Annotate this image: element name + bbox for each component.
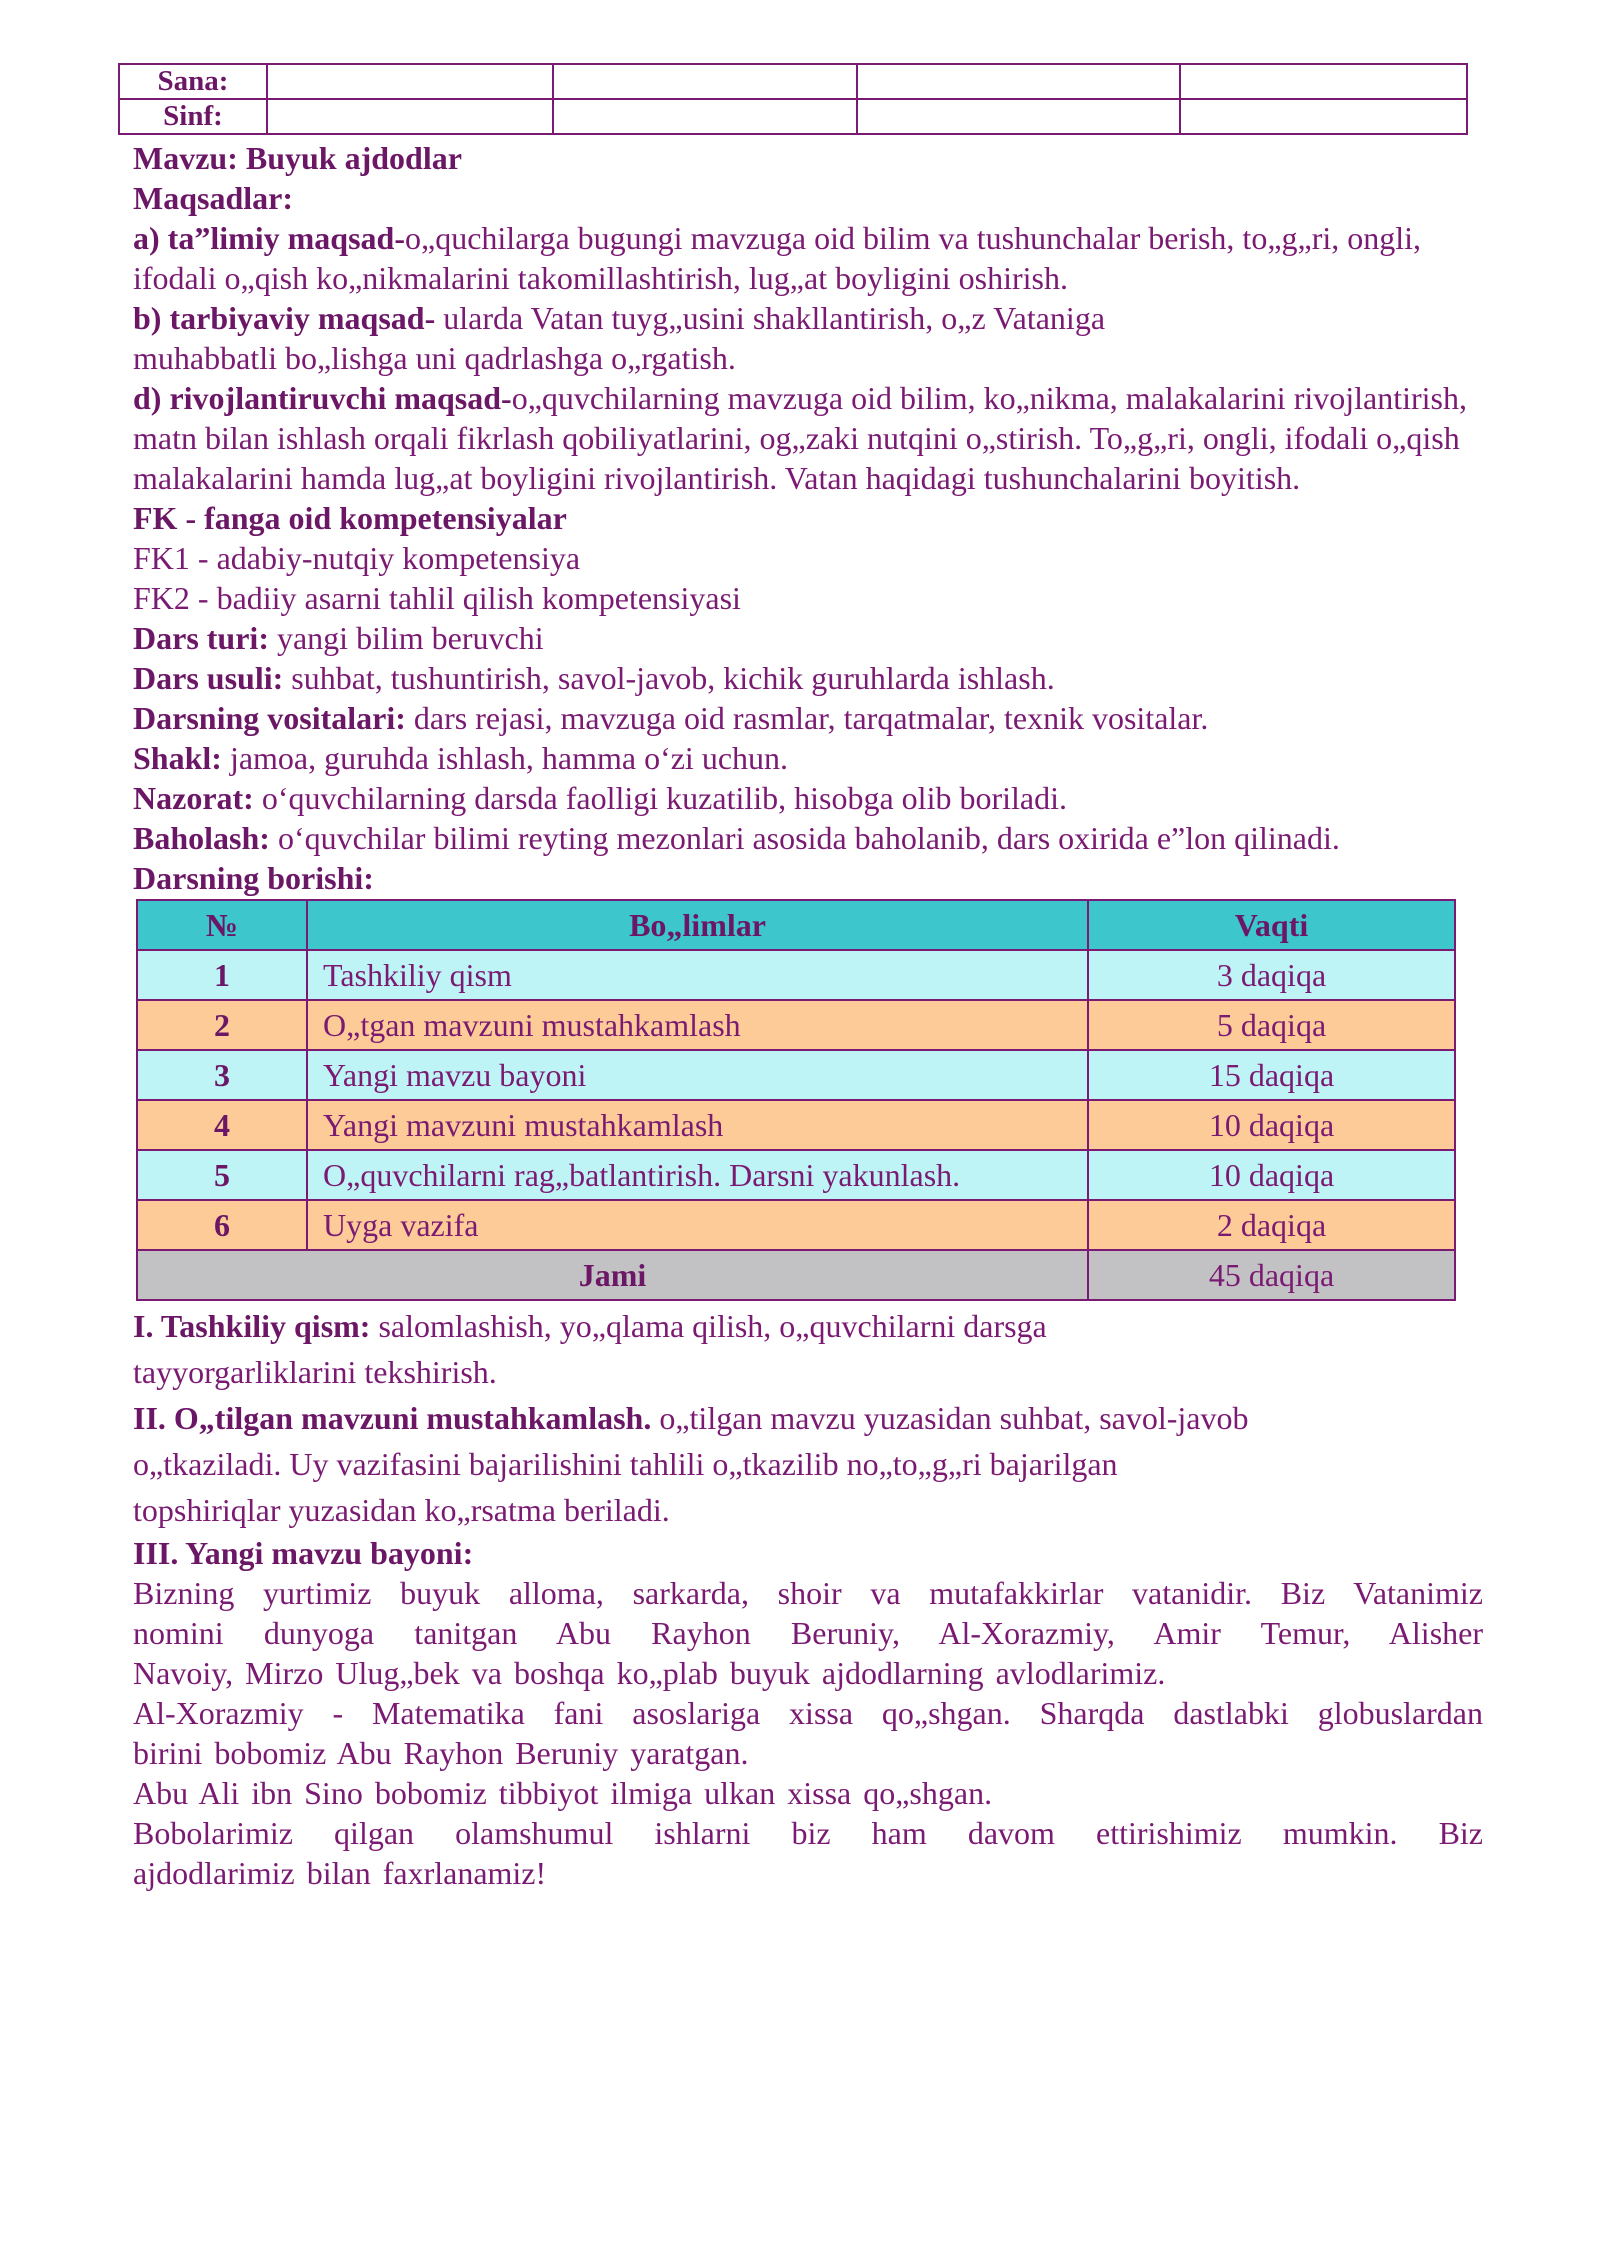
row-time: 2 daqiqa	[1088, 1200, 1455, 1250]
lesson-control	[133, 778, 1483, 818]
body-line: Navoiy, Mirzo Ulug„bek va boshqa ko„plab buyuk ajdodlarning avlodlarimiz.	[133, 1655, 1166, 1691]
lesson-tools-label: Darsning vositalari:	[133, 700, 406, 736]
lesson-method-label: Dars usuli:	[133, 660, 284, 696]
row-number: 6	[137, 1200, 307, 1250]
total-label: Jami	[137, 1250, 1088, 1300]
goal-a-text: o„quchilarga bugungi mavzuga oid bilim va tushunchalar berish, to„g„ri, ongli, ifodali o„qish ko„nikmalarini takomillashtirish, lug„at boyligini oshirish.	[133, 220, 1422, 296]
table-row	[137, 1150, 1455, 1200]
section3-heading: III. Yangi mavzu bayoni:	[133, 1535, 474, 1571]
assessment-text: o‘quvchilar bilimi reyting mezonlari asosida baholanib, dars oxirida eˮlon qilinadi.	[269, 820, 1340, 856]
row-time: 10 daqiqa	[1088, 1100, 1455, 1150]
date-cell	[857, 64, 1180, 99]
table-row	[137, 1000, 1455, 1050]
header-time: Vaqti	[1088, 900, 1455, 950]
goal-d	[133, 378, 1483, 498]
lesson-type	[133, 618, 1483, 658]
section1-line2: tayyorgarliklarini tekshirish.	[133, 1354, 497, 1390]
fk-heading: FK - fanga oid kompetensiyalar	[133, 500, 567, 536]
control-label: Nazorat:	[133, 780, 254, 816]
topic-line	[133, 138, 1483, 178]
goal-b-line1: ularda Vatan tuyg„usini shakllantirish, o„z Vataniga	[435, 300, 1106, 336]
lesson-tools-text: dars rejasi, mavzuga oid rasmlar, tarqatmalar, texnik vositalar.	[405, 700, 1209, 736]
section2-line1: o„tilgan mavzu yuzasidan suhbat, savol-javob	[651, 1400, 1249, 1436]
class-cell	[267, 99, 553, 134]
form-label: Shakl:	[133, 740, 222, 776]
lesson-form	[133, 738, 1483, 778]
body-line: nomini dunyoga tanitgan Abu Rayhon Beruniy, Al-Xorazmiy, Amir Temur, Alisher	[133, 1615, 1483, 1651]
row-time: 10 daqiqa	[1088, 1150, 1455, 1200]
section-organizational	[133, 1303, 1483, 1395]
class-row	[119, 99, 1467, 134]
body-line: Bobolarimiz qilgan olamshumul ishlarni biz ham davom ettirishimiz mumkin. Biz	[133, 1815, 1483, 1851]
body-line: birini bobomiz Abu Rayhon Beruniy yaratgan.	[133, 1735, 749, 1771]
class-cell	[1180, 99, 1467, 134]
row-time: 3 daqiqa	[1088, 950, 1455, 1000]
row-section: Yangi mavzu bayoni	[307, 1050, 1088, 1100]
lesson-type-label: Dars turi:	[133, 620, 269, 656]
goal-b-line2: muhabbatli bo„lishga uni qadrlashga o„rgatish.	[133, 340, 736, 376]
table-row	[137, 1200, 1455, 1250]
date-cell	[1180, 64, 1467, 99]
body-line: Bizning yurtimiz buyuk alloma, sarkarda, shoir va mutafakkirlar vatanidir. Biz Vatanimiz	[133, 1575, 1483, 1611]
class-label: Sinf:	[119, 99, 267, 134]
goal-b	[133, 298, 1483, 378]
body-line: Abu Ali ibn Sino bobomiz tibbiyot ilmiga ulkan xissa qo„shgan.	[133, 1775, 993, 1811]
header-sections: Bo„limlar	[307, 900, 1088, 950]
section2-label: II. O„tilgan mavzuni mustahkamlash.	[133, 1400, 652, 1436]
row-number: 1	[137, 950, 307, 1000]
date-cell	[553, 64, 857, 99]
section1-label: I. Tashkiliy qism:	[133, 1308, 371, 1344]
total-time: 45 daqiqa	[1088, 1250, 1455, 1300]
section-review	[133, 1395, 1483, 1533]
assessment-label: Baholash:	[133, 820, 270, 856]
lesson-plan-text	[133, 138, 1483, 1893]
control-text: o‘quvchilarning darsda faolligi kuzatilib, hisobga olib boriladi.	[253, 780, 1067, 816]
plan-header-row	[137, 900, 1455, 950]
row-section: Tashkiliy qism	[307, 950, 1088, 1000]
date-class-table	[118, 63, 1468, 135]
date-row	[119, 64, 1467, 99]
class-cell	[553, 99, 857, 134]
progress-heading: Darsning borishi:	[133, 860, 374, 896]
fk2: FK2 - badiiy asarni tahlil qilish kompetensiyasi	[133, 580, 741, 616]
row-number: 5	[137, 1150, 307, 1200]
row-section: O„quvchilarni rag„batlantirish. Darsni yakunlash.	[307, 1150, 1088, 1200]
topic-text: Buyuk ajdodlar	[245, 140, 462, 176]
row-time: 5 daqiqa	[1088, 1000, 1455, 1050]
row-number: 3	[137, 1050, 307, 1100]
table-row	[137, 950, 1455, 1000]
body-line: Al-Xorazmiy - Matematika fani asoslariga xissa qo„shgan. Sharqda dastlabki globuslardan	[133, 1695, 1483, 1731]
table-row	[137, 1100, 1455, 1150]
table-row	[137, 1050, 1455, 1100]
form-text: jamoa, guruhda ishlash, hamma o‘zi uchun.	[221, 740, 789, 776]
header-number: №	[137, 900, 307, 950]
date-label: Sana:	[119, 64, 267, 99]
goals-heading: Maqsadlar:	[133, 180, 293, 216]
row-section: Yangi mavzuni mustahkamlash	[307, 1100, 1088, 1150]
body-line: ajdodlarimiz bilan faxrlanamiz!	[133, 1855, 547, 1891]
lesson-method	[133, 658, 1483, 698]
row-section: Uyga vazifa	[307, 1200, 1088, 1250]
lesson-method-text: suhbat, tushuntirish, savol-javob, kichik guruhlarda ishlash.	[283, 660, 1055, 696]
topic-label: Mavzu:	[133, 140, 238, 176]
goal-b-label: b) tarbiyaviy maqsad-	[133, 300, 436, 336]
date-cell	[267, 64, 553, 99]
row-time: 15 daqiqa	[1088, 1050, 1455, 1100]
lesson-assessment	[133, 818, 1483, 858]
section2-line3: topshiriqlar yuzasidan ko„rsatma beriladi.	[133, 1492, 670, 1528]
fk1: FK1 - adabiy-nutqiy kompetensiya	[133, 540, 581, 576]
lesson-plan-table	[136, 899, 1456, 1301]
row-section: O„tgan mavzuni mustahkamlash	[307, 1000, 1088, 1050]
class-cell	[857, 99, 1180, 134]
goal-a	[133, 218, 1483, 298]
goal-d-text: o„quvchilarning mavzuga oid bilim, ko„nikma, malakalarini rivojlantirish, matn bilan ishlash orqali fikrlash qobiliyatlarini, og„zaki nutqini o„stirish. To„g„ri, ongli, ifodali o„qish malakalarini hamda lug„at boyligini rivojlantirish. Vatan haqidagi tushunchalarini boyitish.	[133, 380, 1467, 496]
total-row	[137, 1250, 1455, 1300]
goal-d-label: d) rivojlantiruvchi maqsad-	[133, 380, 512, 416]
row-number: 4	[137, 1100, 307, 1150]
lesson-type-text: yangi bilim beruvchi	[268, 620, 544, 656]
section2-line2: o„tkaziladi. Uy vazifasini bajarilishini tahlili o„tkazilib no„to„g„ri bajarilgan	[133, 1446, 1118, 1482]
section1-line1: salomlashish, yo„qlama qilish, o„quvchilarni darsga	[370, 1308, 1047, 1344]
lesson-tools	[133, 698, 1483, 738]
goal-a-label: a) taˮlimiy maqsad-	[133, 220, 405, 256]
row-number: 2	[137, 1000, 307, 1050]
